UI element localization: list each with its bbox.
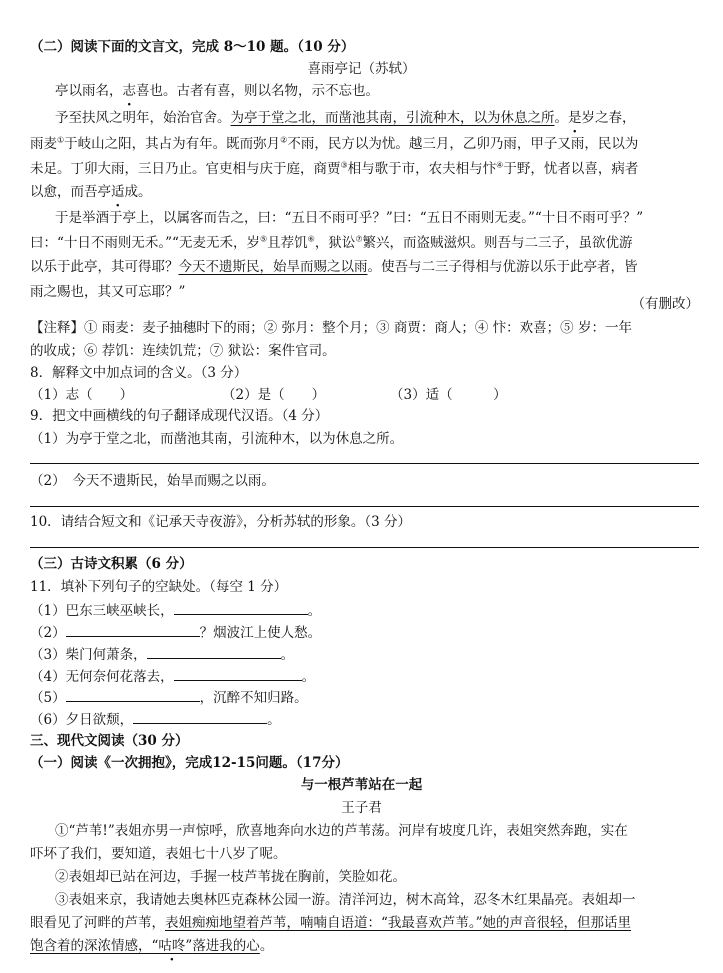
dotted-word-shi2: 适 [111,184,125,200]
article-paragraph-1-line-1: ①“芦苇!”表姐亦男一声惊呼，欣喜地奔向水边的芦苇荡。河岸有坡度几许，表姐突然奔跑，实在 [55,823,628,839]
paragraph-2-line-3: 未足。丁卯大雨，三日乃止。官吏相与庆于庭，商贾③相与歌于市，农夫相与忭④于野，忧者以喜，病者 [30,160,639,177]
fill-blank[interactable] [174,599,308,615]
note-marker: ② [280,135,288,145]
fill-blank[interactable] [133,708,267,724]
article-paragraph-1-line-2: 吓坏了我们，要知道，表姐七十八岁了呢。 [30,846,287,862]
dotted-word-shi: 是 [568,110,582,126]
underlined-sentence-3: 表姐痴痴地望着芦苇，喃喃自语道：“我最喜欢芦苇。”她的声音很轻，但那话里 [165,915,632,931]
q8-item-2: （2）是（ ） [222,387,326,403]
note-marker: ③ [340,160,348,170]
question-9-item-2: （2） 今天不遗斯民，始旱而赐之以雨。 [30,473,275,489]
fill-item-3: （3）柴门何萧条， 。 [30,643,699,666]
source-note: （有删改） [631,296,699,312]
answer-line[interactable] [30,463,699,464]
q8-item-3: （3）适（ ） [390,387,507,403]
subsection-header: （一）阅读《一次拥抱》，完成12-15问题。（17分） [30,755,349,771]
question-8-items [30,384,699,406]
answer-line[interactable] [30,506,699,507]
paragraph-2-line-2: 雨麦①于岐山之阳，其占为有年。既而弥月②不雨，民方以为忧。越三月，乙卯乃雨，甲子又雨，民以为 [30,135,639,152]
answer-line[interactable] [30,547,699,548]
question-8: 8．解释文中加点词的含义。（3 分） [30,365,248,381]
essay-title: 喜雨亭记（苏轼） [307,61,416,77]
paragraph-2-line-4: 以愈，而吾亭适成。 [30,184,152,200]
paragraph-1: 亭以雨名，志喜也。古者有喜，则以名物，示不忘也。 [55,83,379,99]
question-9: 9．把文中画横线的句子翻译成现代汉语。（4 分） [30,408,329,424]
note-marker: ⑦ [355,234,363,244]
article-author: 王子君 [341,800,382,816]
question-9-item-1: （1）为亭于堂之北，而凿池其南，引流种木，以为休息之所。 [30,431,404,447]
section-header-classical: （二）阅读下面的文言文，完成 8～10 题。（10 分） [30,39,355,55]
paragraph-3-line-4: 雨之赐也，其又可忘耶？” [30,284,186,300]
fill-blank[interactable] [174,665,302,681]
fill-item-4: （4）无何奈何花落去， 。 [30,665,699,688]
annotations-line-1: 【注释】① 雨麦：麦子抽穗时下的雨；② 弥月：整个月；③ 商贾：商人；④ 忭：欢喜；⑤ 岁：一年 [30,320,632,336]
fill-item-5: （5） ，沉醉不知归路。 [30,686,699,709]
note-marker: ① [57,135,65,145]
article-paragraph-3-line-2: 眼看见了河畔的芦苇，表姐痴痴地望着芦苇，喃喃自语道：“我最喜欢芦苇。”她的声音很轻，但那话里 [30,915,632,931]
fill-blank[interactable] [147,643,281,659]
article-paragraph-3-line-1: ③表姐来京，我请她去奥林匹克森林公园一游。清洋河边，树木高耸，忍冬木红果晶亮。表姐却一 [55,892,636,908]
underlined-sentence-1: 为亭于堂之北，而凿池其南，引流种木，以为休息之所 [230,110,555,126]
q8-item-1: （1）志（ ） [30,387,134,403]
article-paragraph-3-line-3: 饱含着的深浓情感，“咕咚” ·落进我的心。 [30,935,699,957]
paragraph-3-line-1: 于是举酒于亭上，以属客而告之，曰：“五日不雨可乎？”曰：“五日不雨则无麦。”“十日不雨可乎？” [55,210,644,226]
note-marker: ⑥ [307,234,315,244]
paragraph-2-line-1: 予至扶风之明年，始治官舍。为亭于堂之北，而凿池其南，引流种木，以为休息之所。是岁之春， [55,110,636,126]
section-header-modern: 三、现代文阅读（30 分） [30,733,189,749]
question-11: 11．填补下列句子的空缺处。（每空 1 分） [30,579,288,595]
paragraph-3-line-2: 曰：“十日不雨则无禾。”“无麦无禾，岁⑤且荐饥⑥，狱讼⑦繁兴，而盗贼滋炽。则吾与二三子，虽欲优游 [30,234,633,251]
underlined-sentence-2: 今天不遗斯民，始旱而赐之以雨 [178,259,368,275]
article-title: 与一根芦苇站在一起 [300,777,423,793]
annotations-line-2: 的收成；⑥ 荐饥：连续饥荒；⑦ 狱讼：案件官司。 [30,343,336,359]
fill-item-1: （1）巴东三峡巫峡长， 。 [30,599,699,622]
fill-item-2: （2） ？烟波江上使人愁。 [30,621,699,644]
fill-item-6: （6）夕日欲颓， 。 [30,708,699,731]
paragraph-3-line-3: 以乐于此亭，其可得耶？今天不遗斯民，始旱而赐之以雨。使吾与二三子得相与优游以乐于此亭者，皆 [30,259,638,275]
fill-blank[interactable] [66,686,200,702]
note-marker: ④ [496,160,504,170]
fill-blank[interactable] [66,621,200,637]
dotted-word-zhi: 志 [122,83,136,99]
question-10: 10．请结合短文和《记承天寺夜游》，分析苏轼的形象。（3 分） [30,514,412,530]
section-header-poetry: （三）古诗文积累（6 分） [30,556,193,572]
note-marker: ⑤ [259,234,268,244]
article-paragraph-2: ②表姐却已站在河边，手握一枝芦苇拢在胸前，笑脸如花。 [55,869,406,885]
dotted-word-gudong: “咕咚” · [152,938,193,954]
